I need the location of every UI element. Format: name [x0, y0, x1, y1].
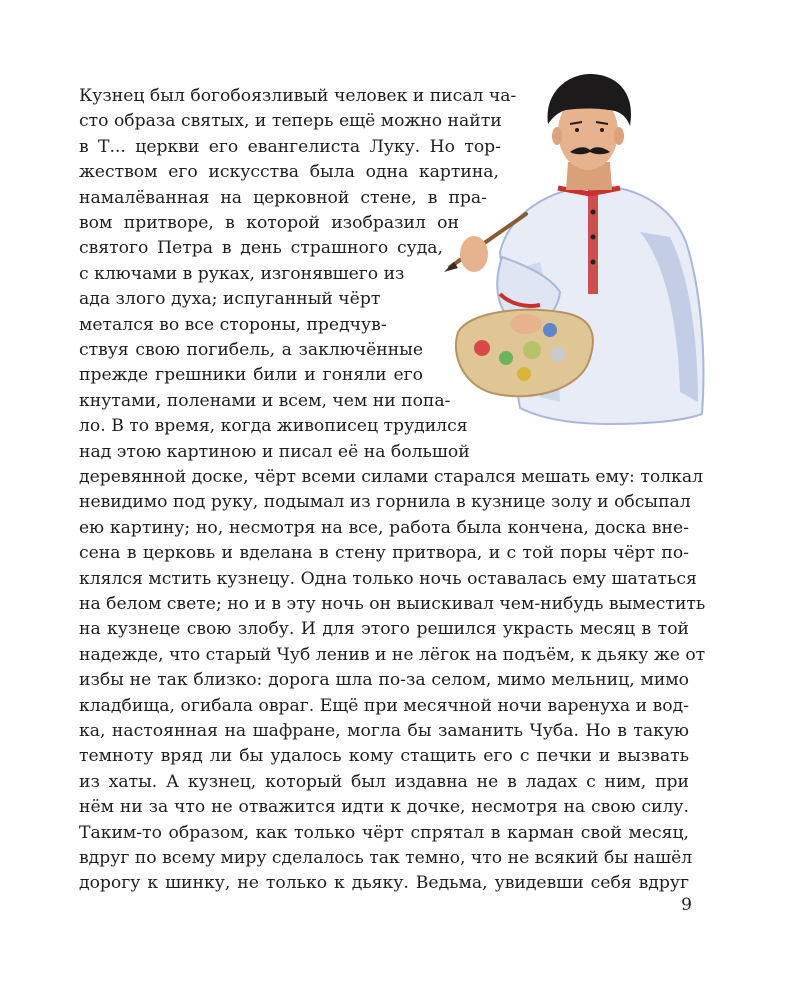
text-line: ею картину; но, несмотря на все, работа была кончена, доска вне- — [79, 517, 689, 538]
text-line: ка, настоянная на шафране, могла бы заманить Чуба. Но в такую — [79, 721, 689, 741]
text-line: кладбища, огибала овраг. Ещё при месячной ночи варенуха и вод- — [79, 695, 689, 716]
text-line: над этою картиною и писал её на большой — [79, 441, 470, 462]
text-line: ло. В то время, когда живописец трудился — [79, 416, 468, 437]
text-line: Таким-то образом, как только чёрт спрятал в карман свой месяц, — [79, 822, 689, 843]
text-line: избы не так близко: дорога шла по-за селом, мимо мельниц, мимо — [79, 670, 689, 691]
text-line: ствуя свою погибель, а заключённые — [79, 340, 423, 360]
text-line: ада злого духа; испуганный чёрт — [79, 289, 381, 310]
text-line: дорогу к шинку, не только к дьяку. Ведьма, увидевши себя вдруг — [79, 873, 689, 894]
text-line: на белом свете; но и в эту ночь он выискивал чем-нибудь выместить — [79, 594, 706, 614]
page-number: 9 — [681, 895, 692, 915]
text-line: сто образа святых, и теперь ещё можно найти — [79, 111, 502, 132]
text-line: святого Петра в день страшного суда, — [79, 238, 443, 259]
text-line: надежде, что старый Чуб ленив и не лёгок на подъём, к дьяку же от — [79, 644, 706, 665]
text-line: сена в церковь и вделана в стену притвора, и с той поры чёрт по- — [79, 543, 689, 564]
text-line: метался во все стороны, предчув- — [79, 314, 387, 335]
text-line: деревянной доске, чёрт всеми силами старался мешать ему: толкал — [79, 467, 703, 487]
text-line: на кузнеце свою злобу. И для этого решился украсть месяц в той — [79, 619, 689, 640]
text-line: темноту вряд ли бы удалось кому стащить его с печки и вызвать — [79, 746, 689, 767]
text-line: клялся мстить кузнецу. Одна только ночь оставалась ему шататься — [79, 568, 697, 589]
text-line: нём ни за что не отважится идти к дочке, несмотря на свою силу. — [79, 797, 689, 818]
text-line: вом притворе, в которой изобразил он — [79, 213, 459, 233]
text-line: Кузнец был богобоязливый человек и писал ча- — [79, 86, 517, 106]
text-line: из хаты. А кузнец, который был издавна не в ладах с ним, при — [79, 771, 689, 792]
text-line: прежде грешники били и гоняли его — [79, 365, 423, 386]
text-line: невидимо под руку, подымал из горнила в кузнице золу и обсыпал — [79, 492, 691, 513]
text-line: кнутами, поленами и всем, чем ни попа- — [79, 390, 451, 411]
text-line: жеством его искусства была одна картина, — [79, 162, 499, 183]
text-line: в Т... церкви его евангелиста Луку. Но тор- — [79, 136, 501, 157]
text-line: вдруг по всему миру сделалось так темно, что не всякий бы нашёл — [79, 848, 693, 868]
text-line: с ключами в руках, изгонявшего из — [79, 263, 405, 284]
text-line: намалёванная на церковной стене, в пра- — [79, 187, 487, 208]
